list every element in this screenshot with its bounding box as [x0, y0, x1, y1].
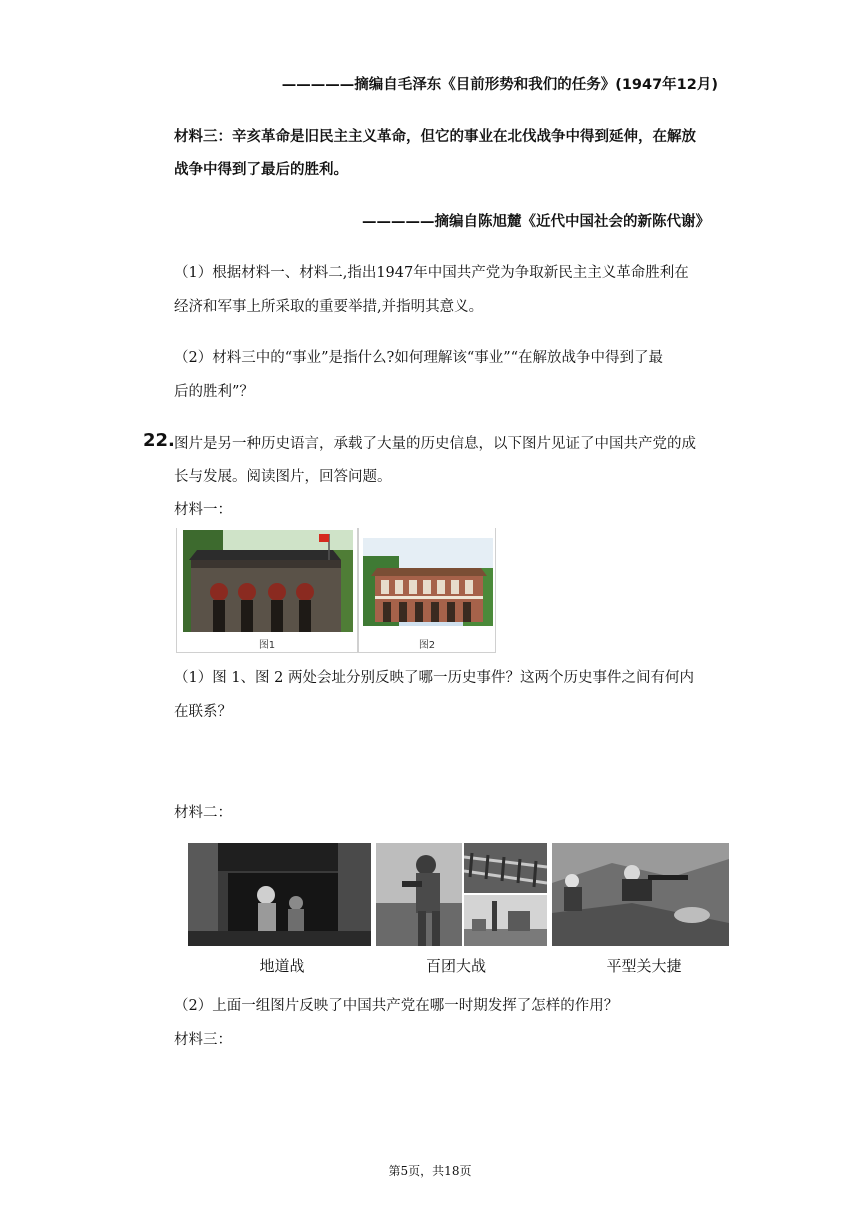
figure-1-caption: 图1 — [258, 640, 276, 651]
photo-caption-hundred-regiments: 百团大战 — [425, 957, 486, 975]
material-three-line2: 战争中得到了最后的胜利。 — [174, 162, 348, 178]
hundred-regiments-photo-ruins — [464, 895, 547, 946]
figure-1-frame — [176, 528, 358, 653]
page-footer: 第5页，共18页 — [388, 1164, 472, 1178]
material-three-label: 材料三： — [174, 1032, 232, 1048]
tunnel-warfare-photo — [188, 843, 371, 946]
pingxingguan-photo — [552, 843, 729, 946]
figure-2-photo — [363, 538, 493, 626]
material-two-label: 材料二： — [174, 805, 232, 821]
hundred-regiments-photo-rail — [464, 843, 547, 893]
material-three-line1: 材料三：辛亥革命是旧民主主义革命，但它的事业在北伐战争中得到延伸，在解放 — [174, 129, 696, 145]
material-three-source: —————摘编自陈旭麓《近代中国社会的新陈代谢》 — [362, 214, 710, 230]
q22-sub1-line1: （1）图 1、图 2 两处会址分别反映了哪一历史事件？这两个历史事件之间有何内 — [174, 670, 695, 686]
q21-sub1-line2: 经济和军事上所采取的重要举措,并指明其意义。 — [174, 299, 484, 315]
q22-sub1-line2: 在联系？ — [174, 704, 232, 720]
q22-intro-line2: 长与发展。阅读图片，回答问题。 — [174, 469, 392, 485]
q21-sub2-line1: （2）材料三中的“事业”是指什么?如何理解该“事业”“在解放战争中得到了最 — [174, 350, 664, 366]
hundred-regiments-photo-left — [376, 843, 462, 946]
material-one-label: 材料一： — [174, 502, 232, 518]
q22-sub2: （2）上面一组图片反映了中国共产党在哪一时期发挥了怎样的作用？ — [174, 998, 619, 1014]
photo-caption-pingxingguan: 平型关大捷 — [606, 957, 682, 975]
figure-2-frame — [358, 528, 496, 653]
q22-intro-line1: 图片是另一种历史语言，承载了大量的历史信息，以下图片见证了中国共产党的成 — [174, 436, 696, 452]
q21-sub1-line1: （1）根据材料一、材料二,指出1947年中国共产党为争取新民主主义革命胜利在 — [174, 265, 689, 281]
photo-caption-tunnel: 地道战 — [259, 957, 305, 975]
question-number: 22. — [143, 430, 175, 451]
q21-sub2-line2: 后的胜利”？ — [174, 384, 254, 400]
figure-1-photo — [183, 530, 353, 632]
material-two-source: —————摘编自毛泽东《目前形势和我们的任务》(1947年12月) — [281, 77, 718, 93]
figure-2-caption: 图2 — [418, 640, 436, 651]
